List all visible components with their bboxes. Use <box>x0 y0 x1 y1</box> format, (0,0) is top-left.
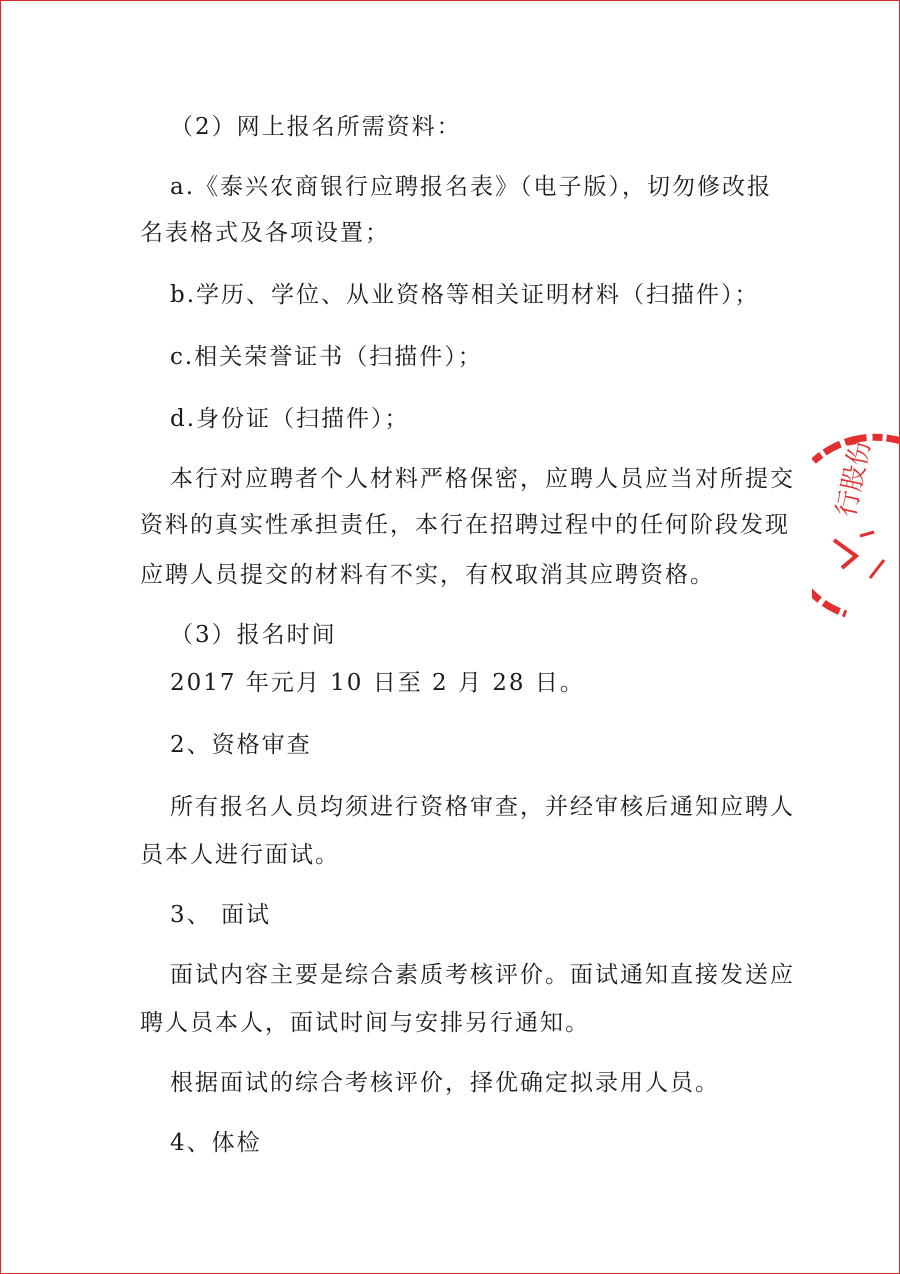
paragraph-selection: 根据面试的综合考核评价，择优确定拟录用人员。 <box>170 1070 720 1096</box>
section-heading-online-materials: （2）网上报名所需资料： <box>170 114 462 140</box>
section-heading-registration-time: （3）报名时间 <box>170 622 337 648</box>
section-heading-interview: 3、 面试 <box>170 902 271 928</box>
official-seal-stamp <box>812 428 900 628</box>
list-item-d: d.身份证（扫描件）； <box>170 406 410 432</box>
section-heading-qualification: 2、资格审查 <box>170 732 312 758</box>
section-heading-medical-exam: 4、体检 <box>170 1130 262 1156</box>
list-item-a: a.《泰兴农商银行应聘报名表》（电子版），切勿修改报 <box>170 174 773 200</box>
paragraph-interview: 面试内容主要是综合素质考核评价。面试通知直接发送应 <box>170 962 795 988</box>
list-item-a-continued: 名表格式及各项设置； <box>140 220 390 246</box>
list-item-b: b.学历、学位、从业资格等相关证明材料（扫描件）； <box>170 282 760 308</box>
registration-dates: 2017 年元月 10 日至 2 月 28 日。 <box>170 670 585 696</box>
paragraph-confidentiality-line-3: 应聘人员提交的材料有不实，有权取消其应聘资格。 <box>140 562 715 588</box>
paragraph-confidentiality-line-2: 资料的真实性承担责任，本行在招聘过程中的任何阶段发现 <box>140 512 790 538</box>
paragraph-interview-line-2: 聘人员本人，面试时间与安排另行通知。 <box>140 1010 590 1036</box>
paragraph-qualification: 所有报名人员均须进行资格审查，并经审核后通知应聘人 <box>170 794 795 820</box>
list-item-c: c.相关荣誉证书（扫描件）； <box>170 344 483 370</box>
paragraph-qualification-line-2: 员本人进行面试。 <box>140 842 340 868</box>
seal-text: 行股份 <box>831 436 878 520</box>
paragraph-confidentiality: 本行对应聘者个人材料严格保密，应聘人员应当对所提交 <box>170 466 795 492</box>
